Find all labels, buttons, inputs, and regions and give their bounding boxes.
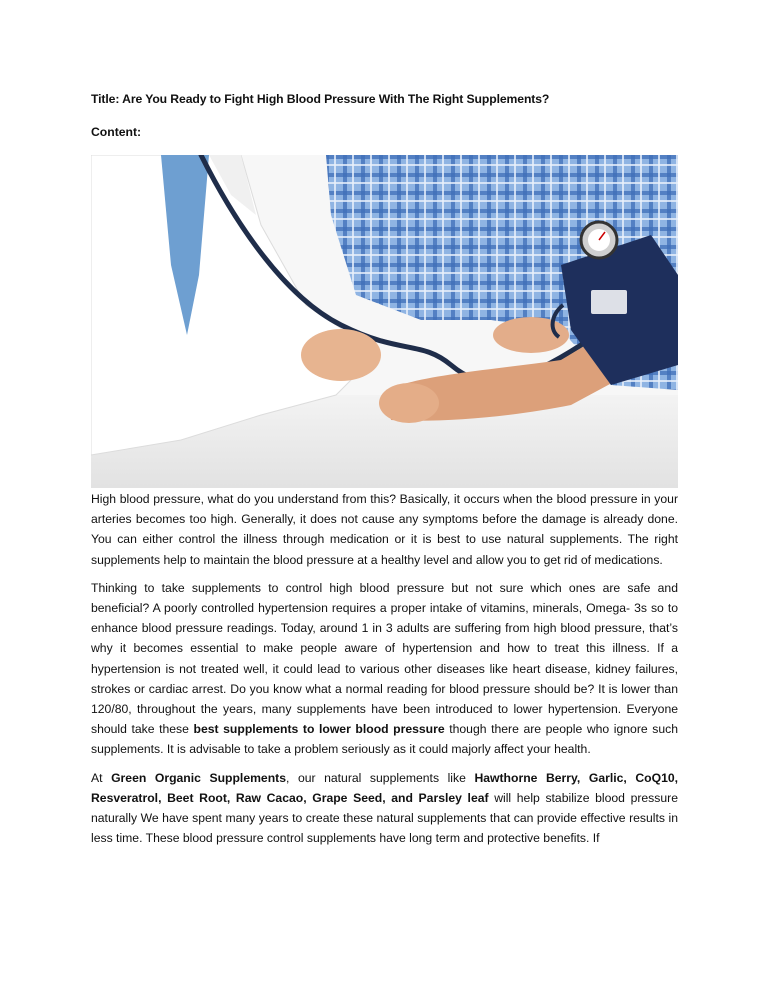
- bold-text: Green Organic Supplements: [111, 770, 286, 785]
- paragraph-text: High blood pressure, what do you understand from this? Basically, it occurs when the blood pressure in your arteries becomes too high. Generally, it does not cause any symptoms before the damage is already done. You can either control the illness through medication or it is best to use natural supplements. The right supplements help to maintain the blood pressure at a healthy level and allow you to get rid of medications.: [91, 492, 678, 567]
- bold-text: Hawthorne Berry, Garlic, CoQ10, Resveratrol, Beet Root, Raw Cacao, Grape Seed, and Parsley leaf: [91, 770, 679, 805]
- paragraph-text: though there are people who ignore such supplements. It is advisable to take a problem seriously as it could majorly affect your health.: [91, 722, 678, 757]
- content-label: Content:: [91, 125, 142, 139]
- paragraph-text: At: [91, 770, 112, 785]
- paragraph-text: will help stabilize blood pressure naturally We have spent many years to create these natural supplements that can provide effective results in less time. These blood pressure control supplements have long term and protective benefits. If: [91, 790, 678, 846]
- paragraph: [91, 578, 678, 760]
- paragraph: [91, 768, 678, 849]
- paragraph: [91, 489, 678, 570]
- page-title: Title: Are You Ready to Fight High Blood Pressure With The Right Supplements?: [91, 92, 550, 106]
- paragraph-text: Thinking to take supplements to control high blood pressure but not sure which ones are safe and beneficial? A poorly controlled hypertension requires a proper intake of vitamins, minerals, Omega- 3s so to enhance blood pressure readings. Today, around 1 in 3 adults are suffering from high blood pressure, that’s why it becomes essential to make people aware of hypertension and how to treat this illness. If a hypertension is not treated well, it could lead to various other diseases like heart disease, kidney failures, strokes or cardiac arrest. Do you know what a normal reading for blood pressure should be? It is lower than 120/80, throughout the years, many supplements have been introduced to lower hypertension. Everyone should take these: [91, 580, 678, 737]
- bold-text: best supplements to lower blood pressure: [193, 722, 445, 737]
- article-body: [91, 489, 678, 856]
- blood-pressure-photo: [91, 155, 678, 488]
- photo-doctor-measuring-blood-pressure-icon: [91, 155, 678, 488]
- paragraph-text: , our natural supplements like: [286, 770, 475, 785]
